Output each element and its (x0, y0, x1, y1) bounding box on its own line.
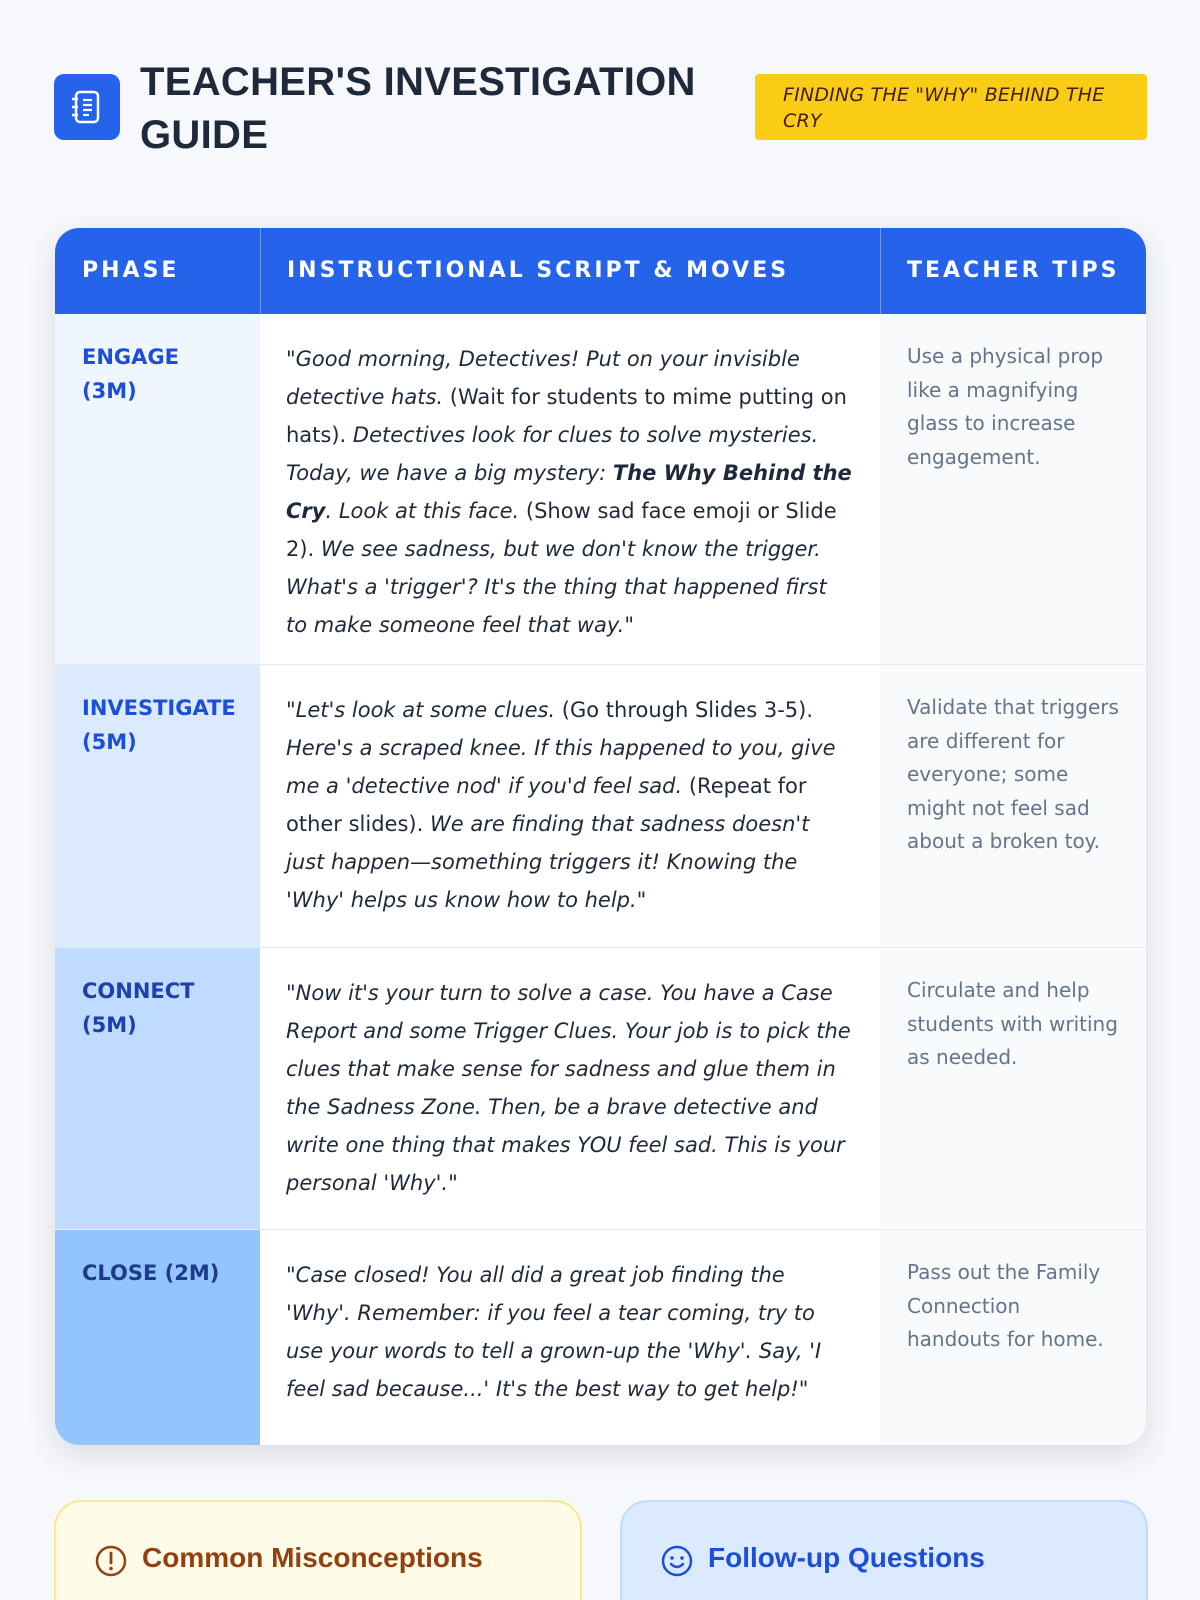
phase-label: CLOSE (2M) (55, 1230, 260, 1445)
tip-cell: Validate that triggers are different for everyone; some might not feel sad about a broken toy. (880, 665, 1146, 947)
column-header-script: INSTRUCTIONAL SCRIPT & MOVES (287, 258, 790, 283)
column-header-tips: TEACHER TIPS (907, 258, 1120, 283)
table-row (55, 948, 1146, 1230)
notebook-icon (54, 74, 120, 140)
table-row (55, 665, 1146, 948)
followup-title: Follow-up Questions (708, 1542, 985, 1573)
page-header (54, 56, 1148, 166)
misconceptions-card (54, 1500, 582, 1600)
lesson-table (55, 228, 1146, 1445)
script-cell: "Now it's your turn to solve a case. You have a Case Report and some Trigger Clues. Your job is to pick the clues that make sense for sadness and glue them in the Sadness Zone. Then, be a brave detective and write one thing that makes YOU feel sad. This is your personal 'Why'." (286, 981, 851, 1195)
followup-card (620, 1500, 1148, 1600)
page-title: TEACHER'S INVESTIGATION GUIDE (140, 60, 696, 157)
column-header-phase: PHASE (82, 258, 180, 283)
phase-label: ENGAGE (3M) (55, 314, 260, 664)
phase-label: CONNECT (5M) (55, 948, 260, 1229)
script-cell: "Good morning, Detectives! Put on your invisible detective hats. (Wait for students to mime putting on hats). Detectives look for clues to solve mysteries. Today, we have a big mystery: The Why Behind the Cry. Look at this face. (Show sad face emoji or Slide 2). We see sadness, but we don't know the trigger. What's a 'trigger'? It's the thing that happened first to make someone feel that way." (286, 347, 852, 637)
smiley-icon (660, 1544, 694, 1578)
tip-cell: Pass out the Family Connection handouts for home. (880, 1230, 1146, 1445)
alert-circle-icon (94, 1544, 128, 1578)
phase-label: INVESTIGATE (5M) (55, 665, 260, 947)
table-row (55, 314, 1146, 665)
subtitle-badge: FINDING THE "WHY" BEHIND THE CRY (755, 74, 1147, 140)
tip-cell: Circulate and help students with writing as needed. (880, 948, 1146, 1229)
table-row (55, 1230, 1146, 1445)
tip-cell: Use a physical prop like a magnifying glass to increase engagement. (880, 314, 1146, 664)
misconceptions-title: Common Misconceptions (142, 1542, 483, 1573)
script-cell: "Case closed! You all did a great job finding the 'Why'. Remember: if you feel a tear coming, try to use your words to tell a grown-up the 'Why'. Say, 'I feel sad because...' It's the best way to get help!" (286, 1263, 822, 1401)
table-header (55, 228, 1146, 314)
script-cell: "Let's look at some clues. (Go through Slides 3-5). Here's a scraped knee. If this happened to you, give me a 'detective nod' if you'd feel sad. (Repeat for other slides). We are finding that sadness doesn't just happen—something triggers it! Knowing the 'Why' helps us know how to help." (286, 698, 836, 912)
